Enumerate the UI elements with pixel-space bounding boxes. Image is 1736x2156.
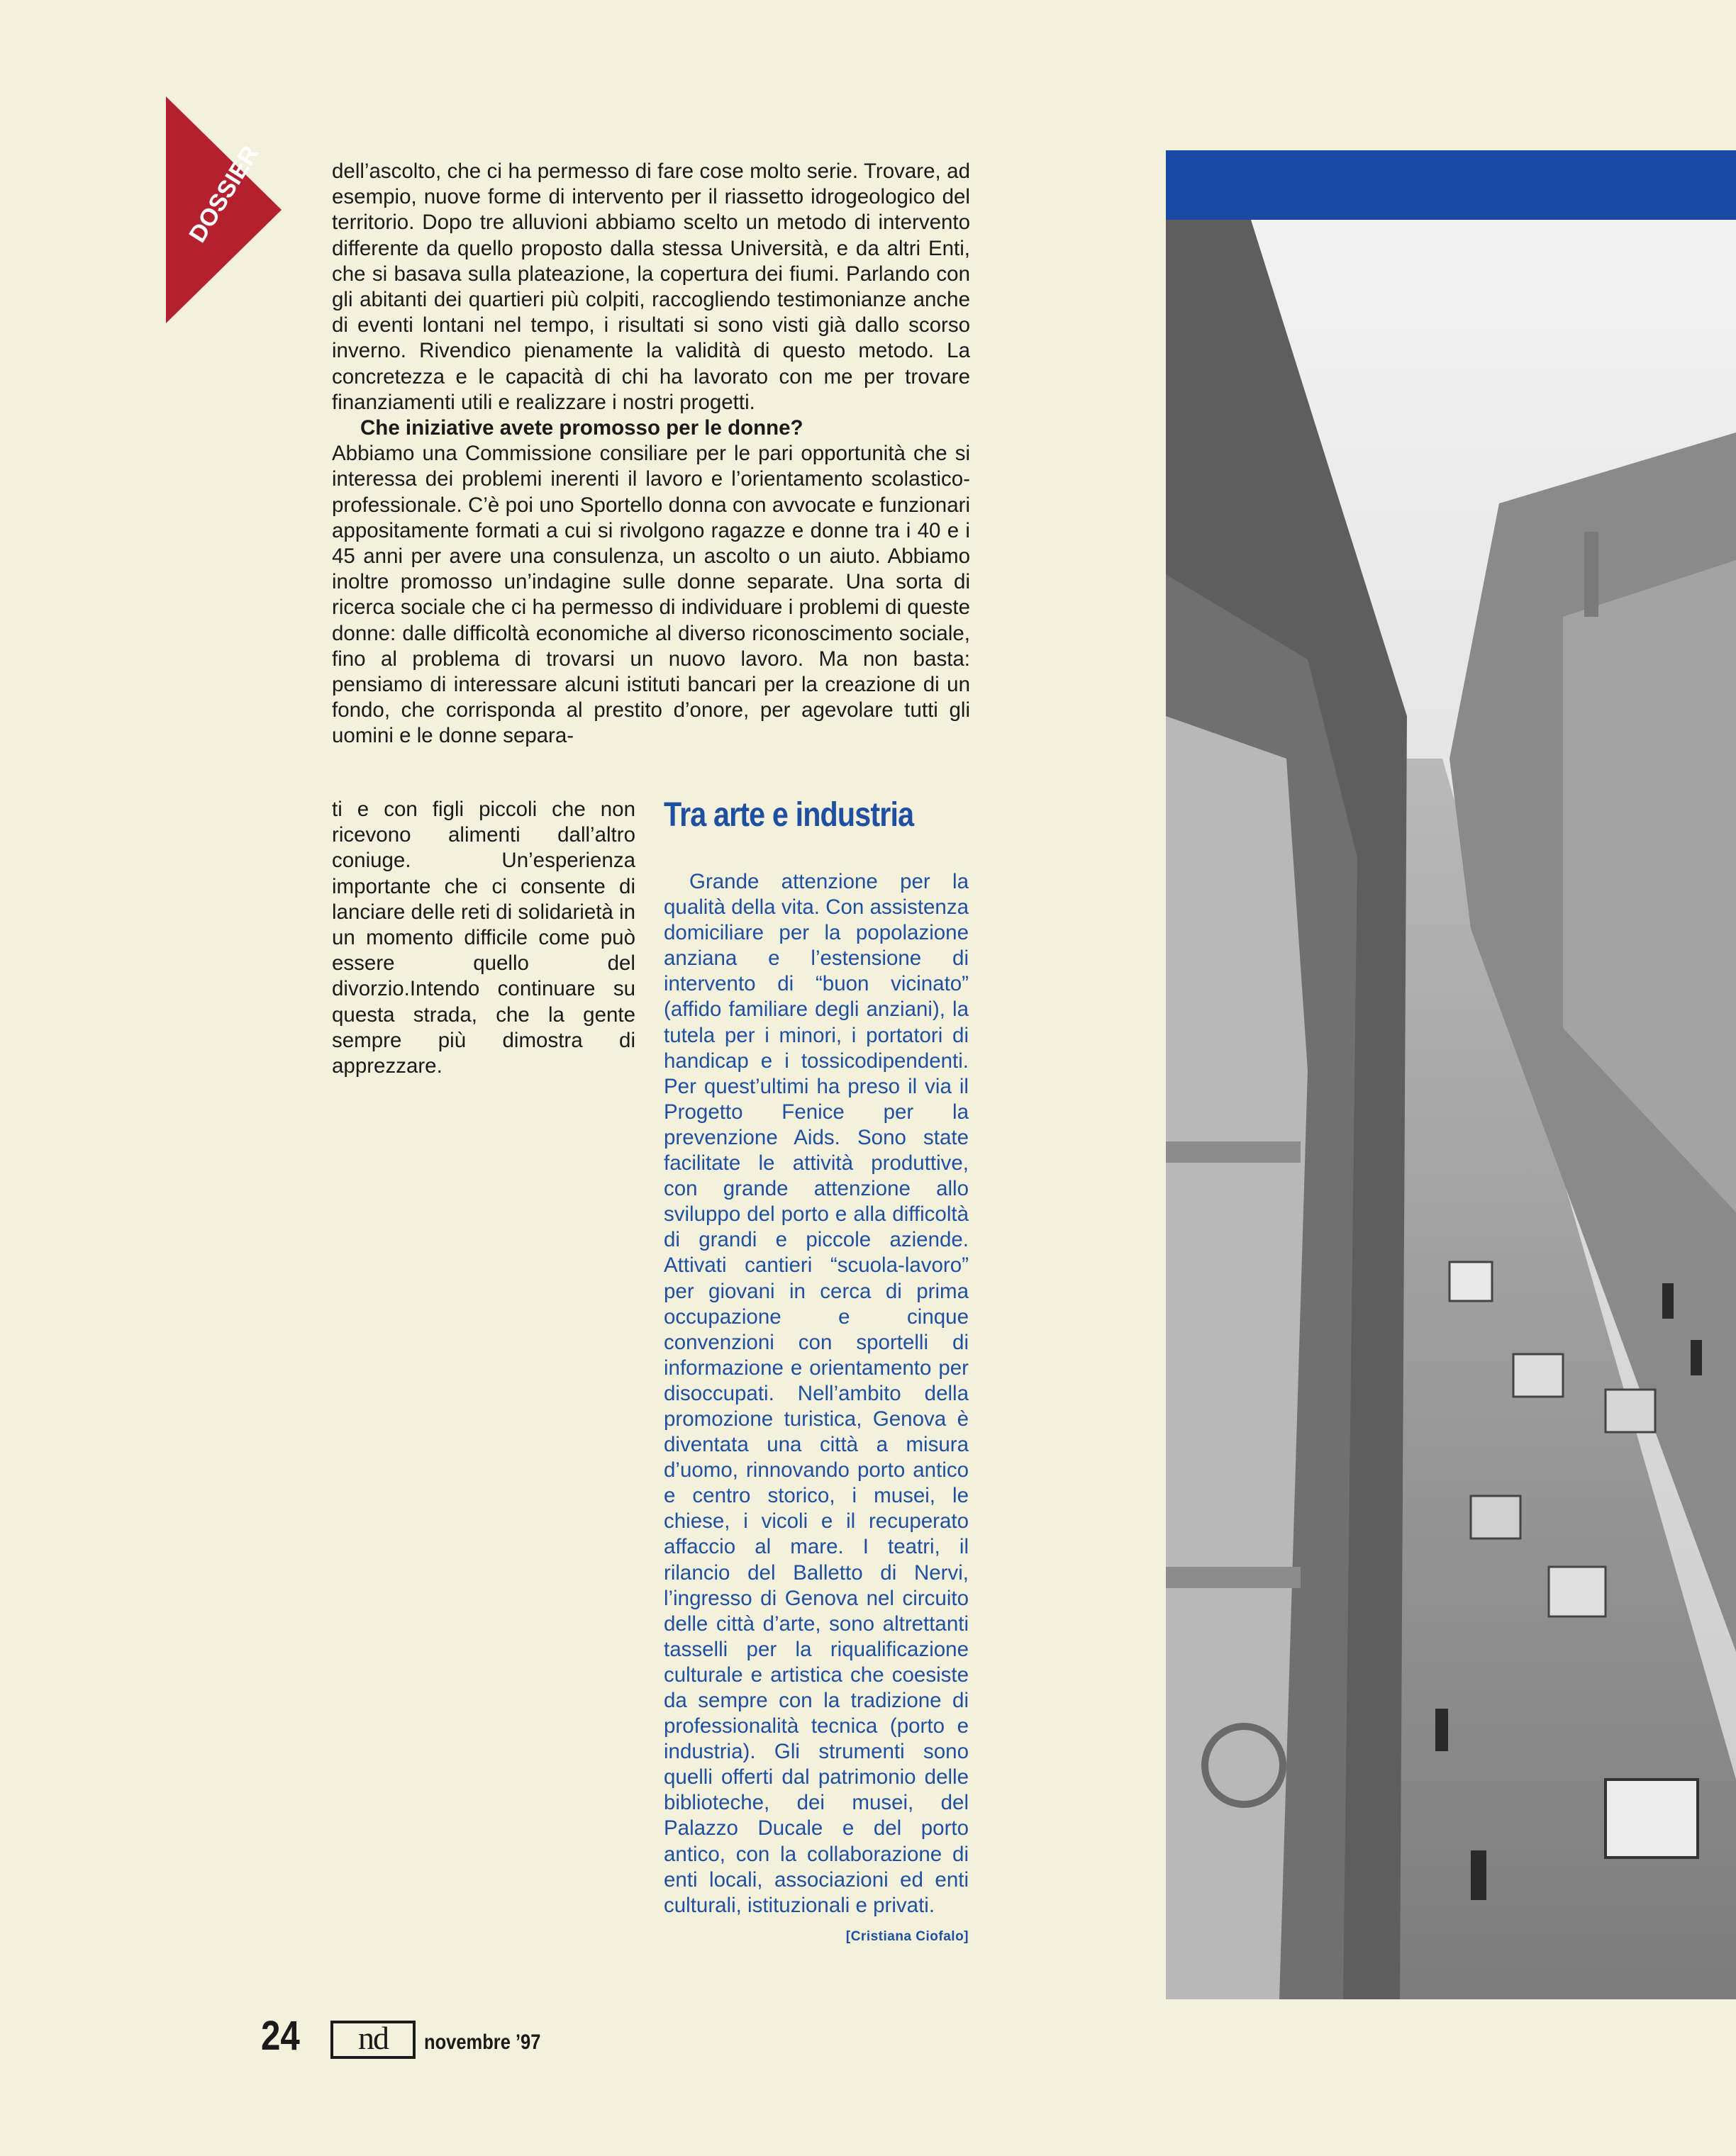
page-number: 24 (261, 2013, 300, 2059)
article-paragraph: dell’ascolto, che ci ha permesso di fare cose molto serie. Trovare, ad esempio, nuove forme di intervento per il riassetto idrogeologico del territorio. Dopo tre alluvioni abbiamo scelto un metodo di intervento differente da quello proposto dalla stessa Università, e da altri Enti, che si basava sulla plateazione, la copertura dei fiumi. Parlando con gli abitanti dei quartieri più colpiti, raccogliendo testimonianze anche di eventi lontani nel tempo, i risultati si sono visti già dallo scorso inverno. Rivendico pienamente la validità di questo metodo. La concretezza e le capacità di chi ha lavorato con me per trovare finanziamenti utili e realizzare i nostri progetti. (332, 160, 970, 414)
interview-question: Che iniziative avete promosso per le donne? (360, 416, 803, 440)
dossier-section-tab (165, 96, 282, 323)
author-signature: [Cristiana Ciofalo] (845, 1928, 969, 1944)
street-photo (1166, 220, 1736, 1999)
sidebar-title: Tra arte e industria (664, 796, 914, 834)
issue-date: novembre ’97 (424, 2031, 541, 2054)
article-column (332, 159, 970, 749)
blue-header-bar (1166, 150, 1736, 220)
magazine-logo: nd (330, 2021, 416, 2059)
article-paragraph-continued: ti e con figli piccoli che non ricevono alimenti dall’altro coniuge. Un’esperienza importante che ci consente di lanciare delle reti di solidarietà in un momento difficile come può essere quello del divorzio.Intendo continuare su questa strada, che la gente sempre più dimostra di apprezzare. (332, 798, 635, 1078)
article-paragraph: Abbiamo una Commissione consiliare per le pari opportunità che si interessa dei problemi inerenti il lavoro e l’orientamento scolastico-professionale. C’è poi uno Sportello donna con avvocate e funzionari appositamente formati a cui si rivolgono ragazze e donne tra i 40 e i 45 anni per avere una consulenza, un ascolto o un aiuto. Abbiamo inoltre promosso un’indagine sulle donne separate. Una sorta di ricerca sociale che ci ha permesso di individuare i problemi di queste donne: dalle difficoltà economiche al diverso riconoscimento sociale, fino al problema di trovarsi un nuovo lavoro. Ma non basta: pensiamo di interessare alcuni istituti bancari per la creazione di un fondo, che corrisponda al prestito d’onore, per agevolare tutti gli uomini e le donne separa- (332, 442, 970, 748)
dossier-label: DOSSIER (184, 140, 265, 247)
sidebar-text: Grande attenzione per la qualità della vita. Con assistenza domiciliare per la popolazione anziana e l’estensione di intervento di “buon vicinato” (affido familiare degli anziani), la tutela per i minori, i portatori di handicap e i tossicodipendenti. Per quest’ultimi ha preso il via il Progetto Fenice per la prevenzione Aids. Sono state facilitate le attività produttive, con grande attenzione allo sviluppo del porto e alla difficoltà di grandi e piccole aziende. Attivati cantieri “scuola-lavoro” per giovani in cerca di prima occupazione e cinque convenzioni con sportelli di informazione e orientamento per disoccupati. Nell’ambito della promozione turistica, Genova è diventata una città a misura d’uomo, rinnovando porto antico e centro storico, i musei, le chiese, i vicoli e il recuperato affaccio al mare. I teatri, il rilancio del Balletto di Nervi, l’ingresso di Genova nel circuito delle città d’arte, sono altrettanti tasselli per la riqualificazione culturale e artistica che coesiste da sempre con la tradizione di professionalità tecnica (porto e industria). Gli strumenti sono quelli offerti dal patrimonio delle biblioteche, dei musei, del Palazzo Ducale e del porto antico, con la collaborazione di enti locali, associazioni ed enti culturali, istituzionali e privati. (664, 870, 969, 1917)
sidebar-box (664, 869, 969, 1950)
